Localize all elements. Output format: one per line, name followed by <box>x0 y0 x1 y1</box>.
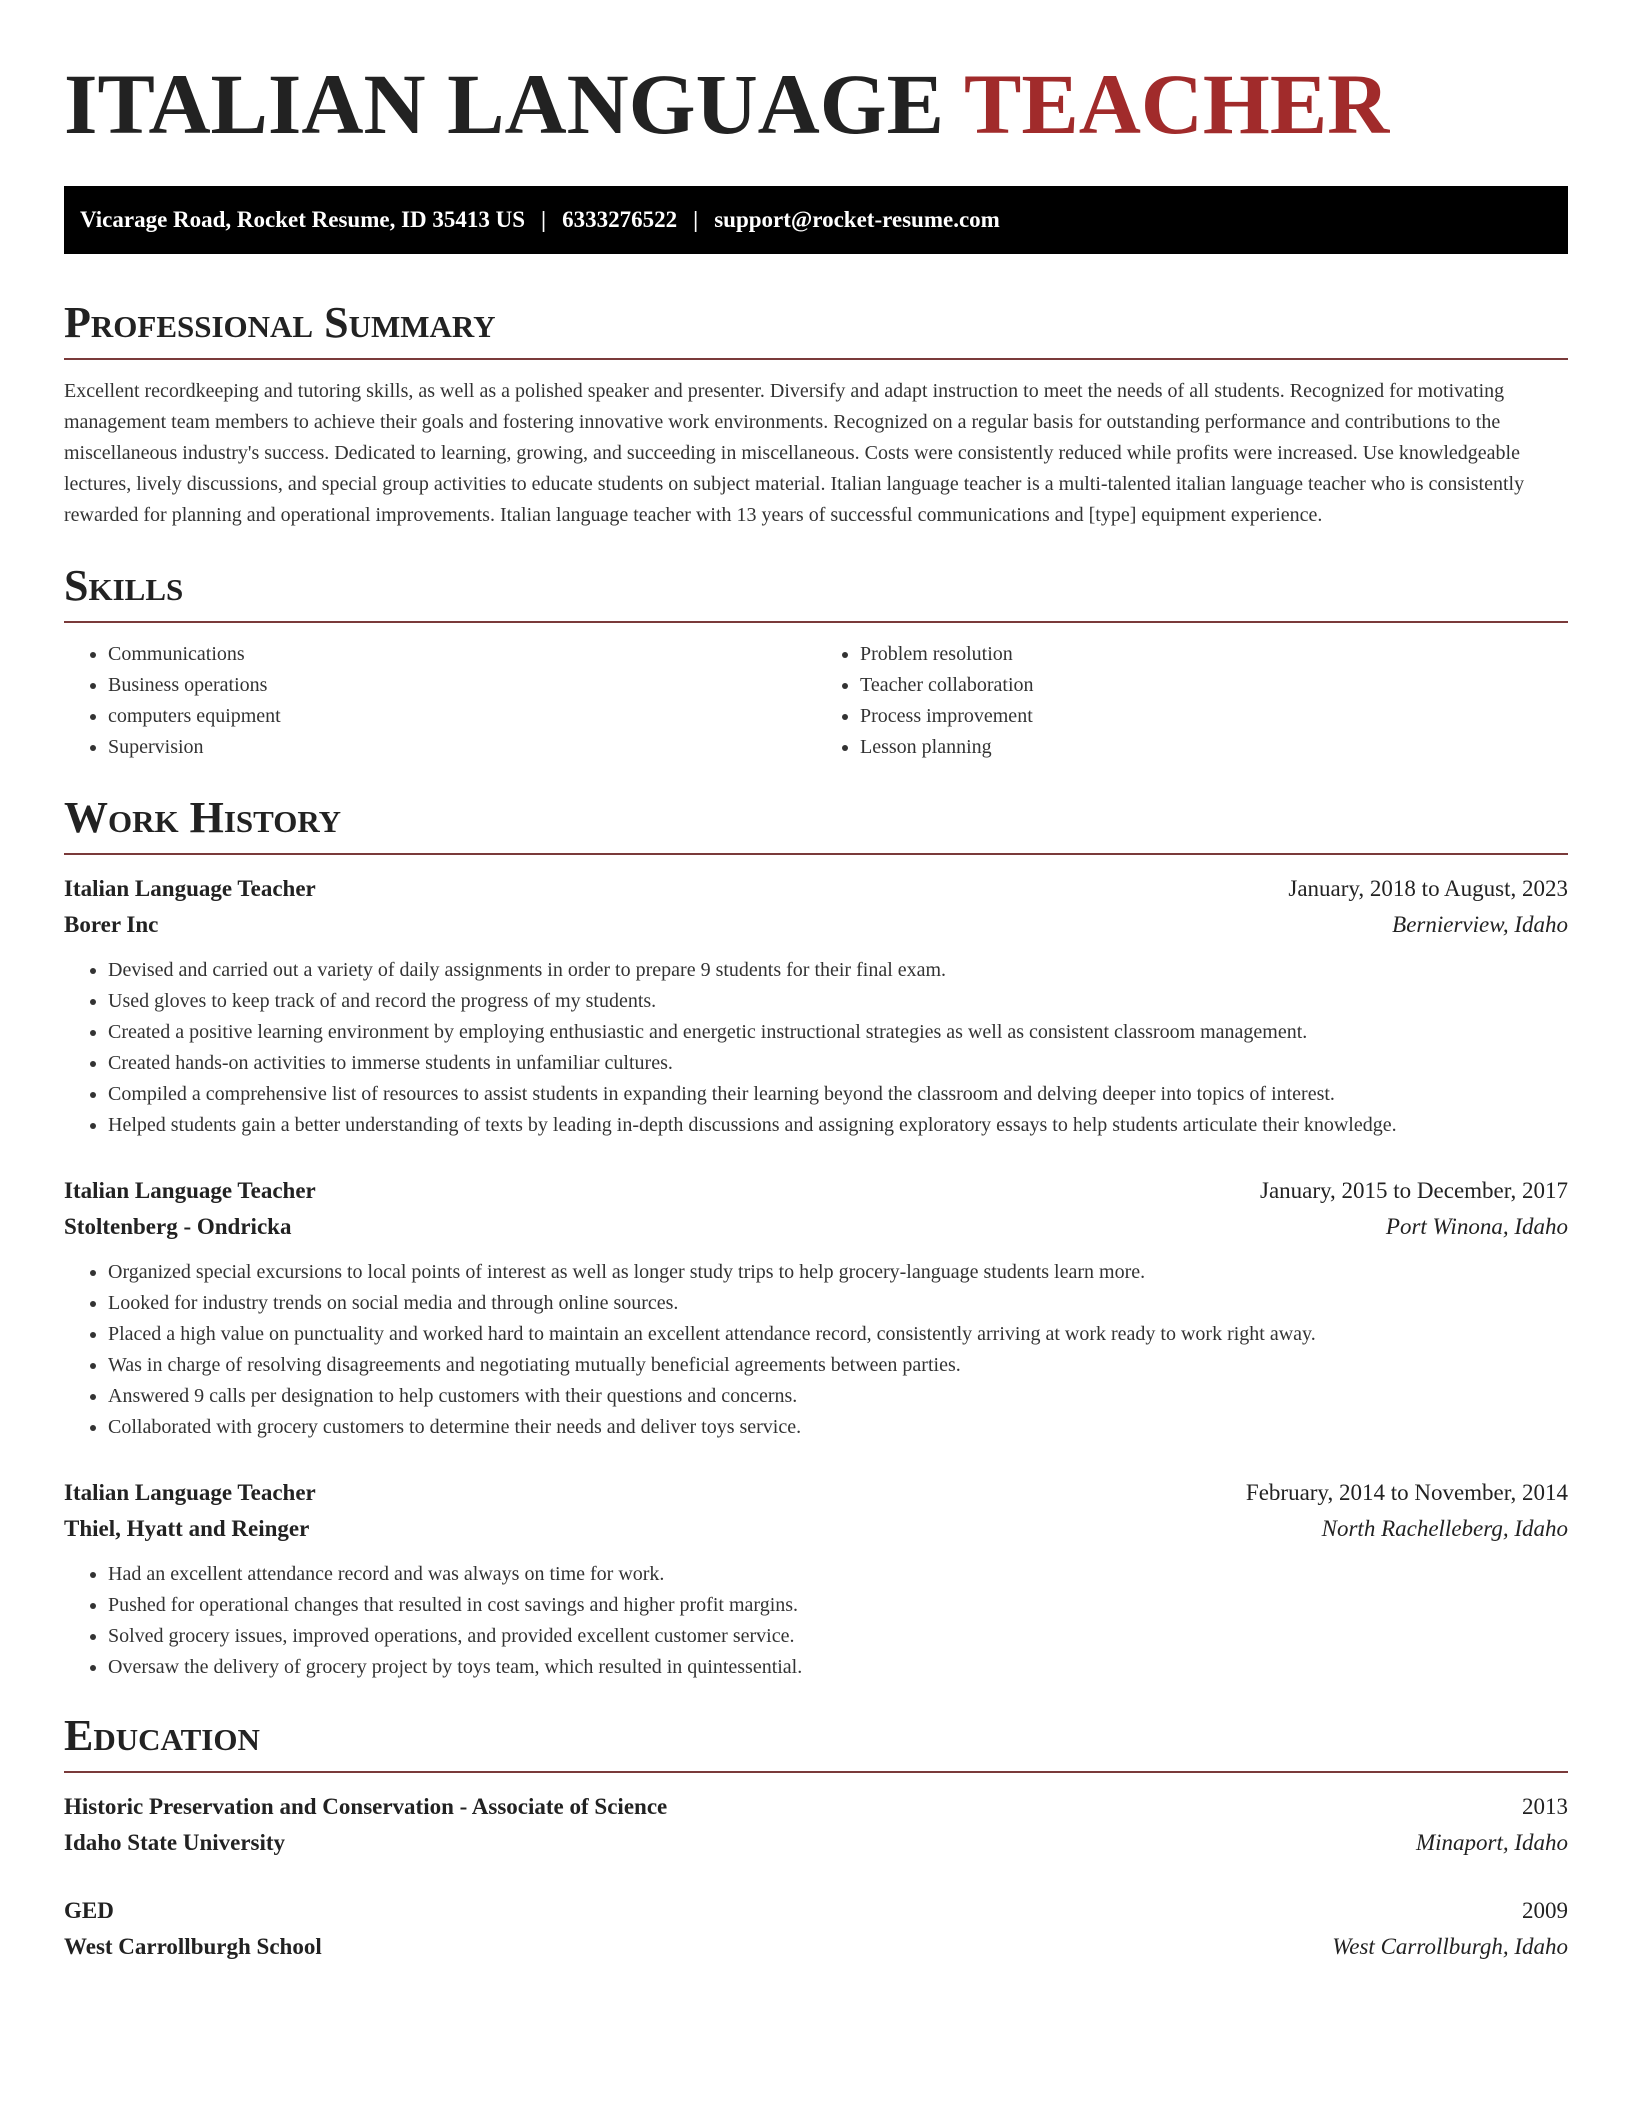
job-bullets <box>64 955 1568 1141</box>
summary-section <box>64 298 1568 531</box>
job-company: Thiel, Hyatt and Reinger <box>64 1516 310 1541</box>
job-bullet: • Organized special excursions to local points of interest as well as longer study trips to help grocery-language students learn more. <box>108 1257 1568 1288</box>
skill-item: • Teacher collaboration <box>860 670 1568 701</box>
job-entry <box>64 1475 1568 1683</box>
education-year: 2009 <box>1522 1898 1568 1923</box>
job-company-row <box>64 1209 1568 1245</box>
skills-section <box>64 561 1568 763</box>
education-school: West Carrollburgh School <box>64 1934 322 1959</box>
contact-phone[interactable]: 6333276522 <box>562 207 678 232</box>
job-location: Bernierview, Idaho <box>1392 912 1568 937</box>
summary-heading: Professional Summary <box>64 298 496 347</box>
job-company: Borer Inc <box>64 912 159 937</box>
education-entry <box>64 1893 1568 1965</box>
job-dates: January, 2015 to December, 2017 <box>1260 1178 1568 1203</box>
contact-separator: | <box>541 207 547 232</box>
skills-list-left <box>64 639 816 763</box>
job-company: Stoltenberg - Ondricka <box>64 1214 292 1239</box>
job-bullet: • Answered 9 calls per designation to help customers with their questions and concerns. <box>108 1381 1568 1412</box>
education-degree: Historic Preservation and Conservation - Associate of Science <box>64 1794 668 1819</box>
job-entry <box>64 871 1568 1141</box>
section-divider <box>64 1771 1568 1773</box>
education-location: West Carrollburgh, Idaho <box>1332 1934 1568 1959</box>
job-bullet: • Looked for industry trends on social media and through online sources. <box>108 1288 1568 1319</box>
section-divider <box>64 621 1568 623</box>
job-location: Port Winona, Idaho <box>1385 1214 1568 1239</box>
job-bullet: • Was in charge of resolving disagreements and negotiating mutually beneficial agreements between parties. <box>108 1350 1568 1381</box>
page-title <box>64 56 1568 152</box>
job-bullet: • Oversaw the delivery of grocery project by toys team, which resulted in quintessential. <box>108 1652 1568 1683</box>
job-header-row <box>64 871 1568 907</box>
job-bullet: • Had an excellent attendance record and was always on time for work. <box>108 1559 1568 1590</box>
job-company-row <box>64 1511 1568 1547</box>
skill-item: • Lesson planning <box>860 732 1568 763</box>
job-entry <box>64 1173 1568 1443</box>
skill-item: • Business operations <box>108 670 816 701</box>
job-title: Italian Language Teacher <box>64 1480 316 1505</box>
job-title: Italian Language Teacher <box>64 1178 316 1203</box>
job-bullets <box>64 1257 1568 1443</box>
job-location: North Rachelleberg, Idaho <box>1321 1516 1568 1541</box>
job-bullet: • Devised and carried out a variety of daily assignments in order to prepare 9 students for their final exam. <box>108 955 1568 986</box>
education-section <box>64 1711 1568 1965</box>
education-degree-row <box>64 1789 1568 1825</box>
education-location: Minaport, Idaho <box>1415 1830 1568 1855</box>
title-accent: TEACHER <box>963 56 1390 152</box>
job-bullet: • Used gloves to keep track of and record the progress of my students. <box>108 986 1568 1017</box>
job-bullet: • Compiled a comprehensive list of resources to assist students in expanding their learning beyond the classroom and delving deeper into topics of interest. <box>108 1079 1568 1110</box>
skill-item: • Supervision <box>108 732 816 763</box>
skills-columns <box>64 639 1568 763</box>
job-bullet: • Solved grocery issues, improved operations, and provided excellent customer service. <box>108 1621 1568 1652</box>
job-header-row <box>64 1475 1568 1511</box>
education-degree: GED <box>64 1898 114 1923</box>
education-heading: Education <box>64 1711 260 1760</box>
education-school-row <box>64 1825 1568 1861</box>
education-year: 2013 <box>1522 1794 1568 1819</box>
skill-item: • Process improvement <box>860 701 1568 732</box>
skill-item: • Communications <box>108 639 816 670</box>
education-school: Idaho State University <box>64 1830 286 1855</box>
job-bullet: • Helped students gain a better understanding of texts by leading in-depth discussions and assigning exploratory essays to help students articulate their knowledge. <box>108 1110 1568 1141</box>
job-company-row <box>64 907 1568 943</box>
skill-item: • Problem resolution <box>860 639 1568 670</box>
job-dates: February, 2014 to November, 2014 <box>1245 1480 1568 1505</box>
contact-address: Vicarage Road, Rocket Resume, ID 35413 US <box>80 207 526 232</box>
education-entry <box>64 1789 1568 1861</box>
job-bullet: • Pushed for operational changes that resulted in cost savings and higher profit margins. <box>108 1590 1568 1621</box>
job-bullet: • Placed a high value on punctuality and worked hard to maintain an excellent attendance record, consistently arriving at work ready to work right away. <box>108 1319 1568 1350</box>
job-bullet: • Created a positive learning environment by employing enthusiastic and energetic instructional strategies as well as consistent classroom management. <box>108 1017 1568 1048</box>
job-title: Italian Language Teacher <box>64 876 316 901</box>
summary-text: Excellent recordkeeping and tutoring skills, as well as a polished speaker and presenter. Diversify and adapt instruction to meet the needs of all students. Recognized for motivating management team members to achieve their goals and fostering innovative work environments. Recognized on a regular basis for outstanding performance and contributions to the miscellaneous industry's success. Dedicated to learning, growing, and succeeding in miscellaneous. Costs were consistently reduced while profits were increased. Use knowledgeable lectures, lively discussions, and special group activities to educate students on subject material. Italian language teacher is a multi-talented italian language teacher who is consistently rewarded for planning and operational improvements. Italian language teacher with 13 years of successful communications and [type] equipment experience. <box>64 380 1525 526</box>
work-heading: Work History <box>64 793 342 842</box>
contact-email[interactable]: support@rocket-resume.com <box>714 207 1000 232</box>
section-divider <box>64 358 1568 360</box>
job-dates: January, 2018 to August, 2023 <box>1288 876 1568 901</box>
education-degree-row <box>64 1893 1568 1929</box>
skills-heading: Skills <box>64 561 184 610</box>
title-main: ITALIAN LANGUAGE <box>64 56 964 152</box>
contact-bar <box>64 186 1568 254</box>
job-header-row <box>64 1173 1568 1209</box>
work-section <box>64 793 1568 1683</box>
section-divider <box>64 853 1568 855</box>
education-school-row <box>64 1929 1568 1965</box>
job-bullets <box>64 1559 1568 1683</box>
skill-item: • computers equipment <box>108 701 816 732</box>
job-bullet: • Created hands-on activities to immerse students in unfamiliar cultures. <box>108 1048 1568 1079</box>
contact-separator: | <box>693 207 699 232</box>
skills-list-right <box>816 639 1568 763</box>
job-bullet: • Collaborated with grocery customers to determine their needs and deliver toys service. <box>108 1412 1568 1443</box>
